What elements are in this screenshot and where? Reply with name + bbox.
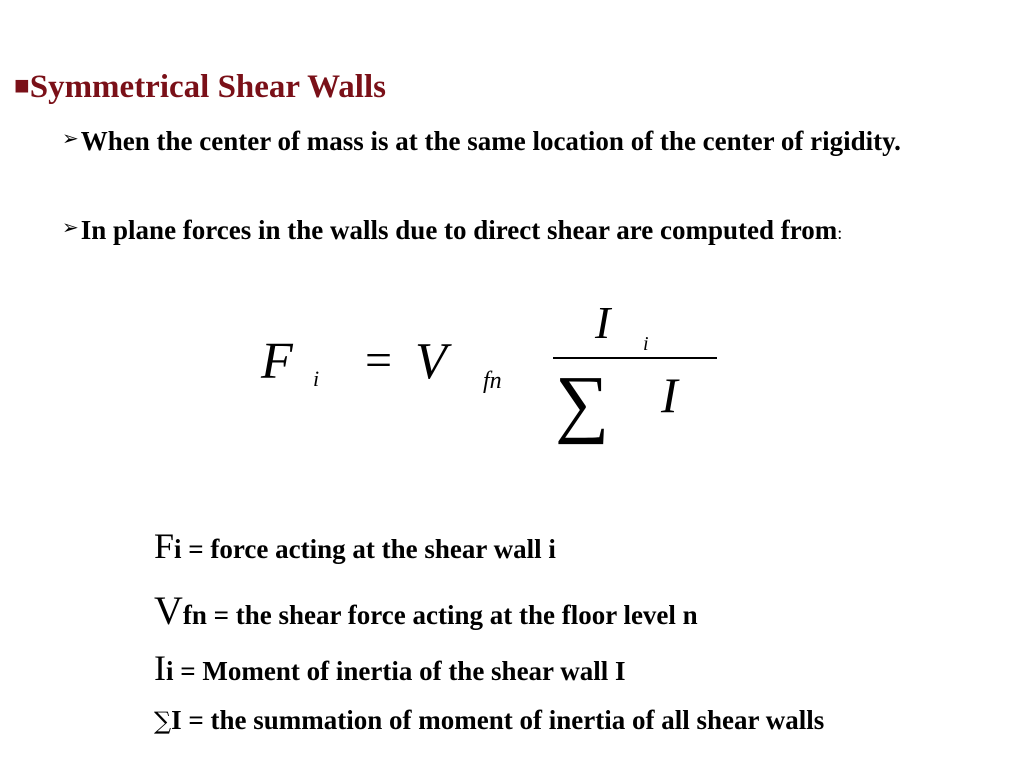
formula-numerator: I (595, 300, 611, 348)
definition-symbol: ∑ (154, 707, 172, 735)
bullet-text: In plane forces in the walls due to direct shear are computed from (80, 215, 838, 245)
definition-text: i = force acting at the shear wall i (174, 534, 556, 564)
definition-force (154, 525, 556, 567)
definition-text: i = Moment of inertia of the shear wall I (166, 656, 626, 686)
bullet-point-in-plane-forces (62, 207, 1020, 253)
formula-equals: = (365, 334, 393, 387)
bullet-suffix: : (837, 223, 843, 243)
formula-lhs: F (261, 333, 293, 390)
arrow-bullet-icon: ➢ (62, 126, 79, 150)
definition-moment-of-inertia (154, 647, 626, 689)
definition-symbol: I (154, 648, 166, 688)
heading-text: Symmetrical Shear Walls (29, 69, 386, 105)
square-bullet-icon: ■ (14, 71, 30, 100)
definition-summation (154, 705, 824, 736)
definition-shear-force (154, 587, 698, 634)
formula-numerator-sub: i (643, 333, 649, 355)
definition-text: fn = the shear force acting at the floor level n (182, 600, 698, 630)
definition-symbol: V (154, 588, 183, 633)
definition-text: I = the summation of moment of inertia of all shear walls (171, 705, 825, 735)
bullet-point-center-of-mass (62, 118, 1020, 161)
formula-denominator-sum: ∑ (555, 361, 610, 445)
shear-distribution-formula (255, 300, 725, 445)
definition-symbol: F (154, 526, 175, 566)
formula-lhs-sub: i (313, 366, 320, 391)
formula-v: V (415, 333, 447, 390)
formula-denominator: I (661, 367, 678, 423)
formula-v-sub: fn (483, 368, 502, 394)
bullet-text: When the center of mass is at the same location of the center of rigidity. (80, 126, 901, 156)
arrow-bullet-icon: ➢ (62, 215, 79, 239)
slide-heading (14, 66, 386, 107)
